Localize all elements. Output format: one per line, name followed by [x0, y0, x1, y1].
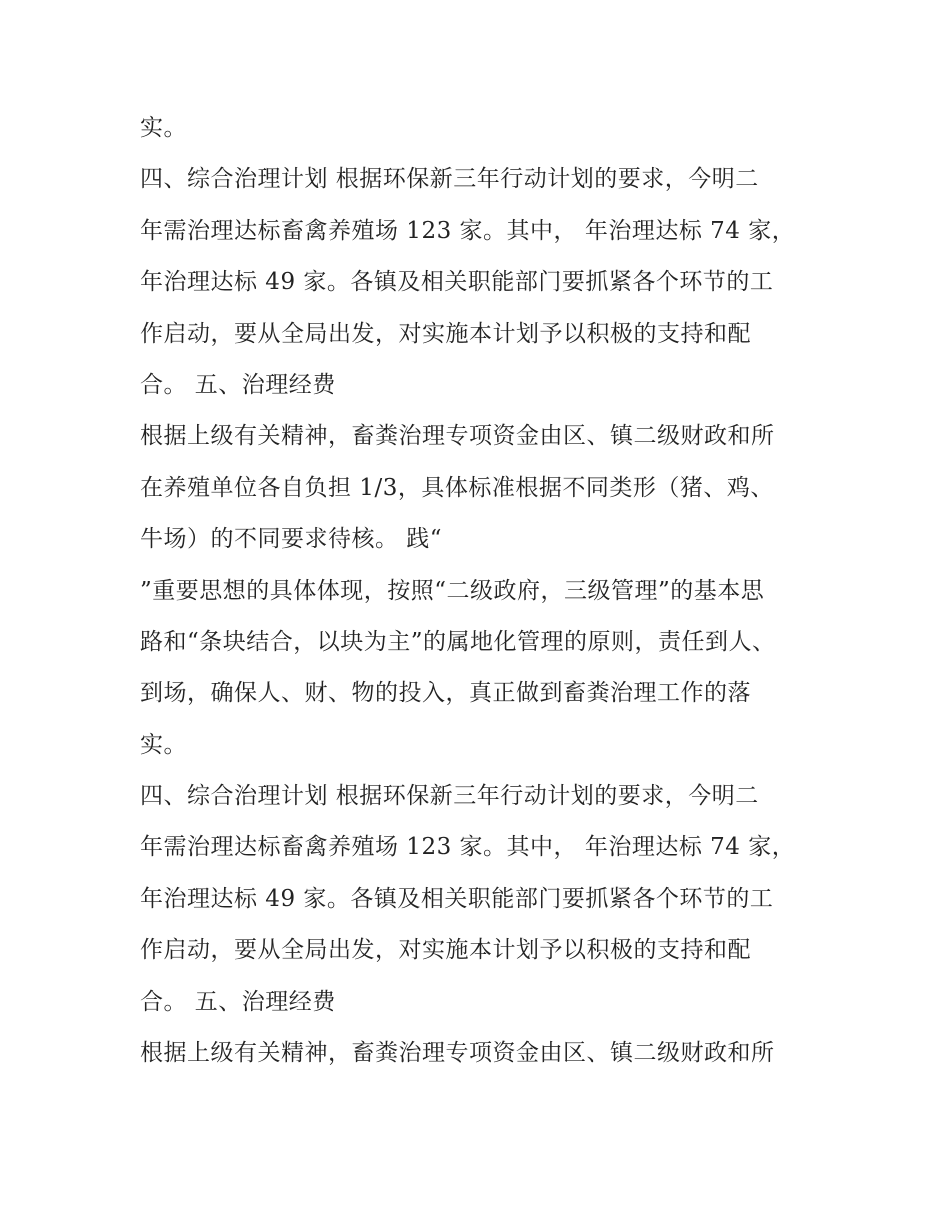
text-line: 四、综合治理计划 根据环保新三年行动计划的要求，今明二 — [140, 166, 759, 193]
text-line: 年需治理达标畜禽养殖场 123 家。其中， 年治理达标 74 家， — [140, 217, 796, 244]
text-line: 实。 — [140, 731, 187, 758]
text-line: 实。 — [140, 115, 187, 141]
text-line: 作启动，要从全局出发，对实施本计划予以积极的支持和配 — [140, 320, 751, 347]
text-line: ”重要思想的具体体现，按照“二级政府，三级管理”的基本思 — [140, 577, 765, 604]
text-line: 合。 五、治理经费 — [140, 371, 336, 398]
text-line: 作启动，要从全局出发，对实施本计划予以积极的支持和配 — [140, 937, 751, 964]
text-line: 年需治理达标畜禽养殖场 123 家。其中， 年治理达标 74 家， — [140, 834, 796, 861]
text-line: 合。 五、治理经费 — [140, 988, 336, 1015]
text-line: 年治理达标 49 家。各镇及相关职能部门要抓紧各个环节的工 — [140, 885, 774, 912]
text-line: 路和“条块结合，以块为主”的属地化管理的原则，责任到人、 — [140, 628, 776, 655]
text-line: 年治理达标 49 家。各镇及相关职能部门要抓紧各个环节的工 — [140, 269, 774, 296]
text-line: 根据上级有关精神，畜粪治理专项资金由区、镇二级财政和所 — [140, 1040, 775, 1067]
text-line: 到场，确保人、财、物的投入，真正做到畜粪治理工作的落 — [140, 680, 751, 707]
text-line: 根据上级有关精神，畜粪治理专项资金由区、镇二级财政和所 — [140, 423, 775, 450]
text-line: 在养殖单位各自负担 1/3，具体标准根据不同类形（猪、鸡、 — [140, 474, 774, 501]
document-body — [140, 103, 830, 1079]
text-line: 牛场）的不同要求待核。 践“ — [140, 526, 443, 553]
text-line: 四、综合治理计划 根据环保新三年行动计划的要求，今明二 — [140, 783, 759, 810]
